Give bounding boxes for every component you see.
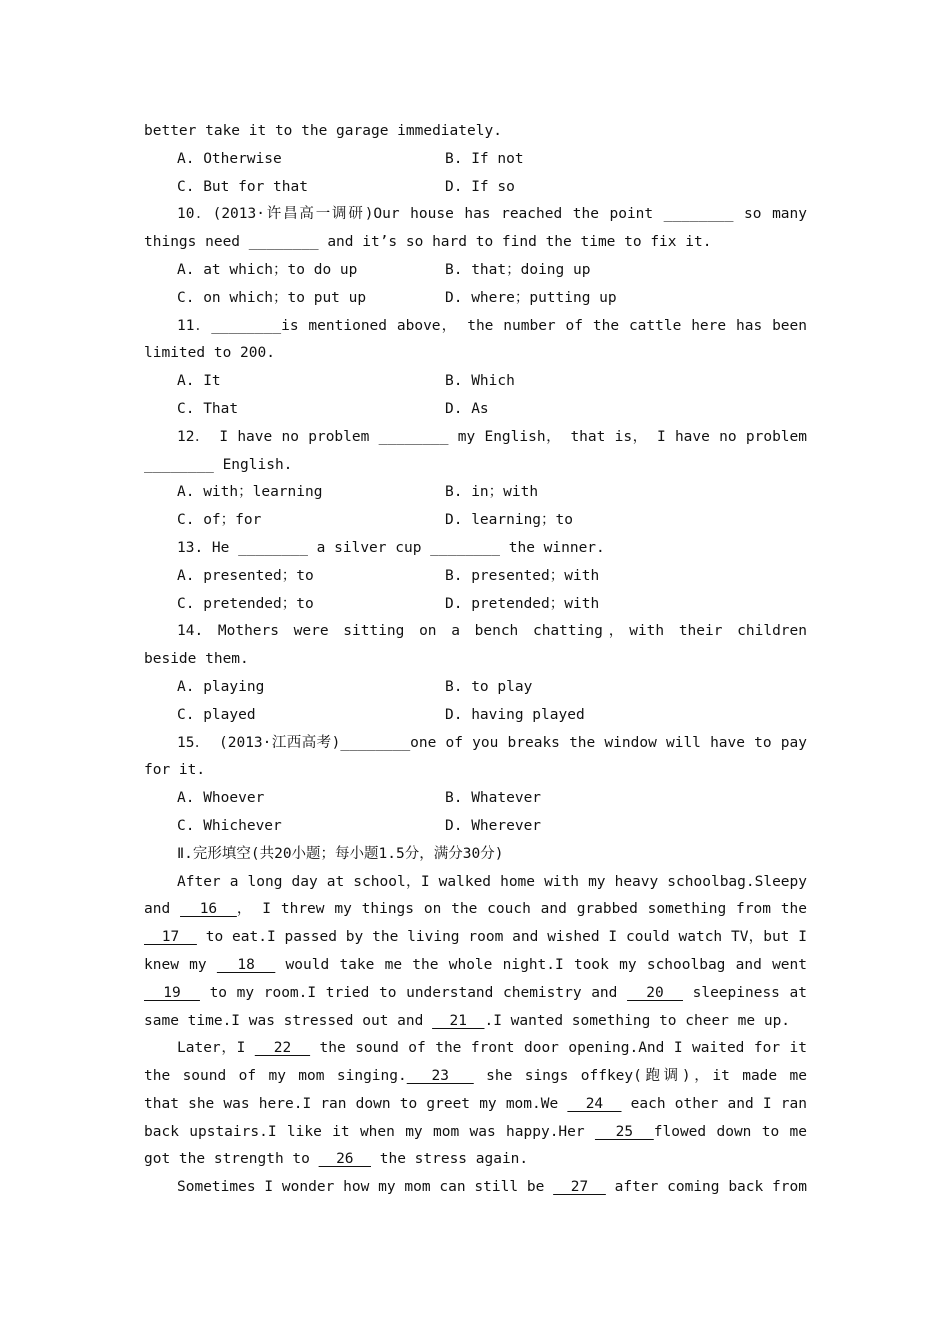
option-row [144,591,807,619]
option-left: C. Whichever [177,817,282,834]
option-row [144,368,807,396]
option-right: B. Which [445,373,515,390]
answer-blank: 27 [553,1179,606,1196]
option-left: C. played [177,706,256,723]
text-line: that she was here.I ran down to greet my mom.We 24 each other and I ran [144,1095,807,1112]
option-left: C. That [177,400,239,417]
option-right: B. Whatever [445,790,542,807]
text-line: 15． (2013·江西高考)________one of you breaks the window will have to pay [177,734,807,751]
text-line: Later，I 22 the sound of the front door opening.And I waited for it [177,1040,807,1057]
text-line: After a long day at school，I walked home with my heavy schoolbag.Sleepy [177,873,807,890]
option-right: B. in；with [445,484,539,501]
option-left: C. of；for [177,512,262,529]
option-left: C. But for that [177,178,308,195]
text-line: 11．________is mentioned above， the number of the cattle here has been [177,317,807,334]
answer-blank: 18 [216,956,276,973]
answer-blank: 26 [318,1151,371,1168]
answer-blank: 25 [594,1123,654,1140]
text-line: same time.I was stressed out and 21 .I wanted something to cheer me up. [144,1012,791,1029]
option-row [144,174,807,202]
option-left: A. playing [177,678,265,695]
option-row [144,785,807,813]
option-right: D. having played [445,706,585,723]
option-right: D. pretended；with [445,595,600,612]
option-row [144,146,807,174]
option-left: A. Otherwise [177,150,282,167]
text-line: 17 to eat.I passed by the living room and wished I could watch TV，but I [144,929,807,946]
option-left: A. presented；to [177,567,314,584]
option-right: B. presented；with [445,567,600,584]
text-line: beside them. [144,651,249,668]
text-line: 12． I have no problem ________ my English， that is， I have no problem [177,428,807,445]
option-left: A. with；learning [177,484,323,501]
option-right: D. learning；to [445,512,573,529]
answer-blank: 16 [180,901,237,918]
text-line: Ⅱ.完形填空(共20小题；每小题1.5分，满分30分) [177,845,504,862]
option-right: B. that；doing up [445,261,591,278]
option-left: C. pretended；to [177,595,314,612]
document-page [144,118,807,1202]
option-row [144,563,807,591]
text-line: and 16 ， I threw my things on the couch and grabbed something from the [144,901,807,918]
option-right: D. If so [445,178,515,195]
option-left: A. It [177,373,221,390]
option-row [144,507,807,535]
answer-blank: 20 [627,984,683,1001]
option-right: B. If not [445,150,524,167]
text-line: the sound of my mom singing. 23 she sings offkey(跑调)，it made me [144,1068,807,1085]
option-row [144,257,807,285]
text-line: 10．(2013·许昌高一调研)Our house has reached the point ________ so many [177,206,807,223]
option-row [144,702,807,730]
answer-blank: 24 [567,1095,622,1112]
text-line: for it. [144,762,206,779]
option-right: D. As [445,400,489,417]
option-left: A. Whoever [177,790,265,807]
option-right: D. Wherever [445,817,542,834]
option-left: A. at which；to do up [177,261,358,278]
text-line: 13. He ________ a silver cup ________ the winner. [177,539,605,556]
answer-blank: 21 [432,1012,485,1029]
option-left: C. on which；to put up [177,289,367,306]
text-line: 19 to my room.I tried to understand chemistry and 20 sleepiness at [144,984,807,1001]
text-line: knew my 18 would take me the whole night.I took my schoolbag and went [144,956,807,973]
option-right: B. to play [445,678,533,695]
option-row [144,674,807,702]
answer-blank: 23 [406,1068,474,1085]
text-line: ________ English. [144,456,293,473]
text-line: back upstairs.I like it when my mom was happy.Her 25 flowed down to me [144,1123,807,1140]
text-line: Sometimes I wonder how my mom can still be 27 after coming back from [177,1179,807,1196]
text-line: things need ________ and it’s so hard to find the time to fix it. [144,234,712,251]
text-line: got the strength to 26 the stress again. [144,1151,529,1168]
option-row [144,396,807,424]
option-right: D. where；putting up [445,289,617,306]
option-row [144,285,807,313]
answer-blank: 22 [254,1040,311,1057]
text-line: better take it to the garage immediately. [144,123,502,139]
option-row [144,479,807,507]
option-row [144,813,807,841]
answer-blank: 17 [144,929,197,946]
answer-blank: 19 [144,984,200,1001]
text-line: limited to 200. [144,345,275,362]
text-line: 14. Mothers were sitting on a bench chatting，with their children [177,623,807,640]
